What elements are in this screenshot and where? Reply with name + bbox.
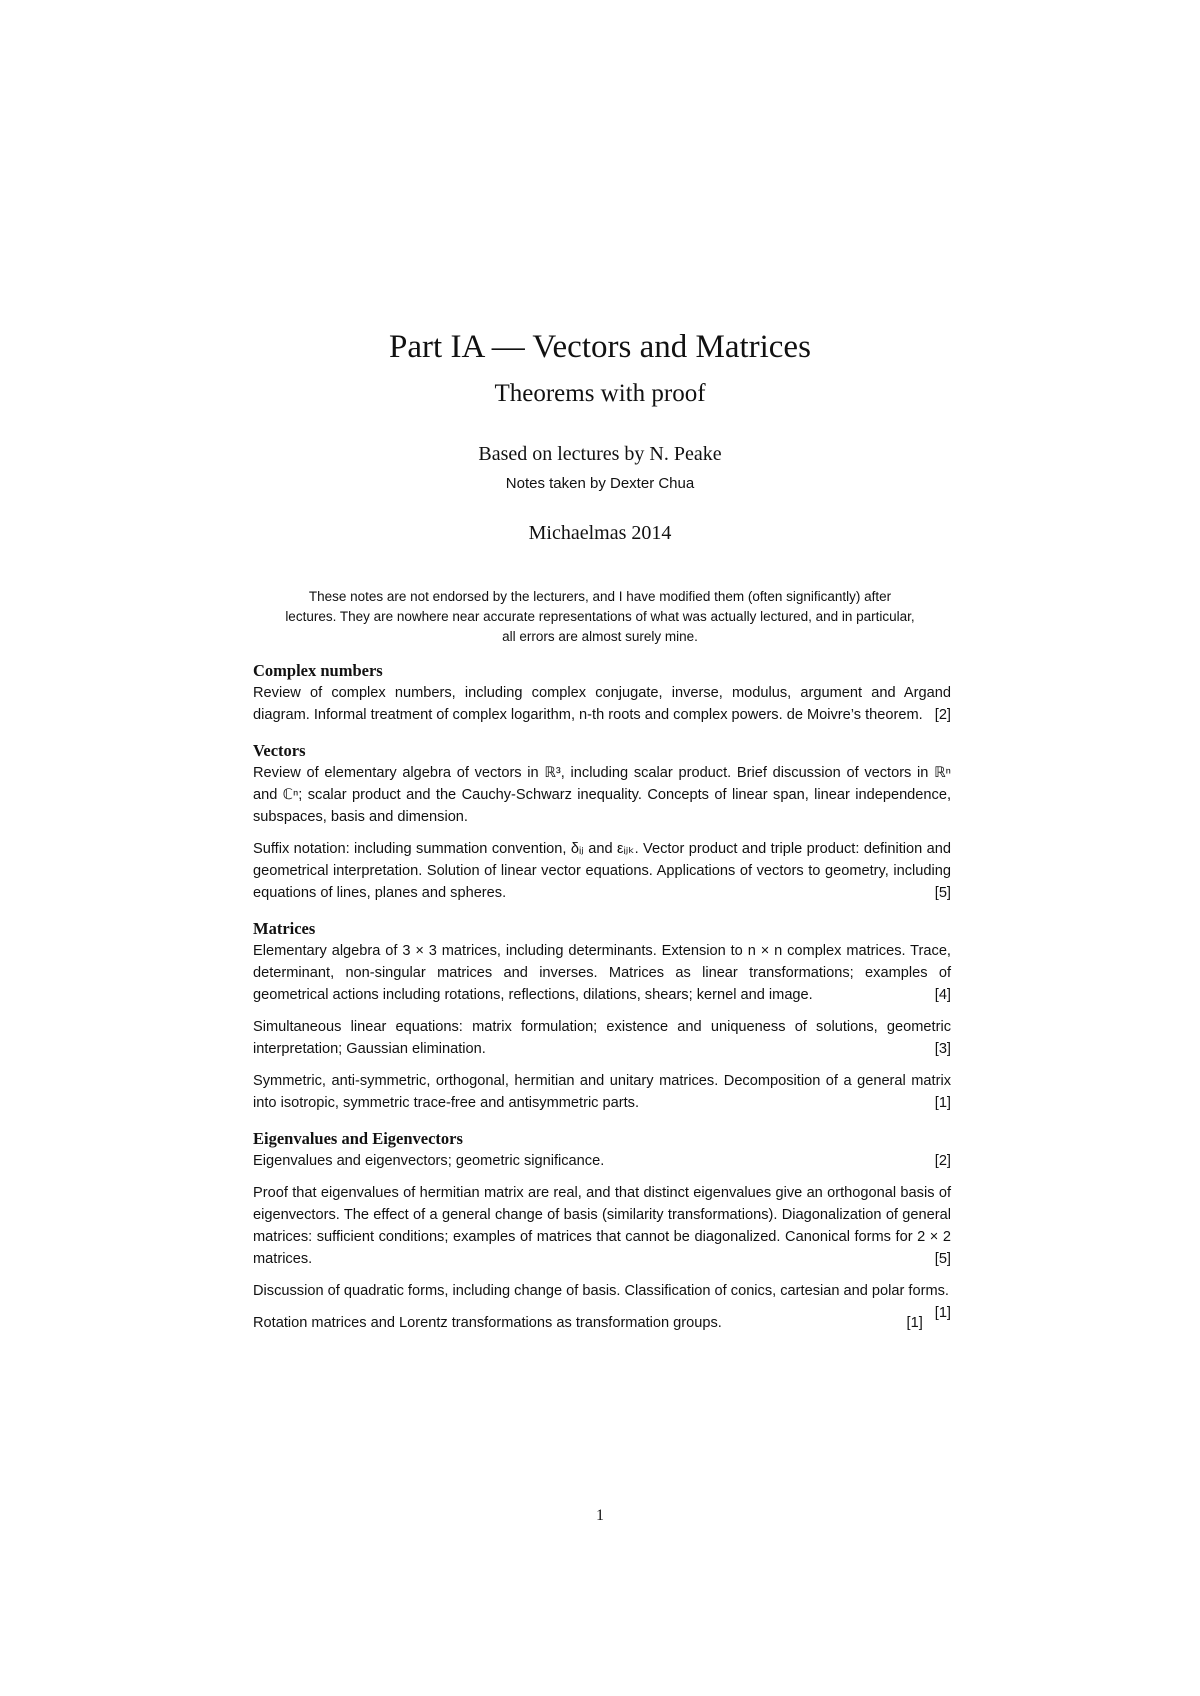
- disclaimer-text: These notes are not endorsed by the lecturers, and I have modified them (often significantly) after lectures. They are nowhere near accurate representations of what was actually lectured, and in particular, all errors are almost surely mine.: [285, 589, 915, 644]
- lecture-count: [2]: [934, 1153, 951, 1169]
- syllabus-paragraph: [253, 1150, 951, 1172]
- page-number: 1: [596, 1507, 604, 1524]
- paragraph-text: Elementary algebra of 3 × 3 matrices, including determinants. Extension to n × n complex matrices. Trace, determinant, non-singular matrices and inverses. Matrices as linear transformations; examples of geometrical actions including rotations, reflections, dilations, shears; kernel and image.: [253, 943, 951, 1003]
- section-heading: Eigenvalues and Eigenvectors: [253, 1129, 463, 1148]
- document-title: Part IA — Vectors and Matrices: [389, 329, 811, 365]
- syllabus: [253, 660, 951, 1348]
- document-subtitle: Theorems with proof: [494, 380, 706, 407]
- paragraph-text: Discussion of quadratic forms, including change of basis. Classification of conics, cartesian and polar forms.: [253, 1283, 949, 1299]
- syllabus-paragraph: [253, 1280, 951, 1321]
- section-eigenvalues: [253, 1128, 951, 1334]
- lecture-count: [1]: [934, 1095, 951, 1111]
- paragraph-text: Eigenvalues and eigenvectors; geometric significance.: [253, 1153, 605, 1169]
- section-matrices: [253, 918, 951, 1114]
- lecture-count: [1]: [906, 1315, 923, 1331]
- paragraph-text: Rotation matrices and Lorentz transformations as transformation groups.: [253, 1315, 722, 1331]
- notes-author: Notes taken by Dexter Chua: [505, 475, 695, 492]
- lecture-count: [3]: [934, 1041, 951, 1057]
- lecture-count: [4]: [934, 987, 951, 1003]
- syllabus-paragraph: [253, 1070, 951, 1114]
- syllabus-paragraph: [253, 1016, 951, 1060]
- syllabus-paragraph: [253, 682, 951, 726]
- term-date: Michaelmas 2014: [528, 522, 672, 544]
- syllabus-paragraph: [253, 1312, 951, 1334]
- lecture-count: [5]: [934, 1251, 951, 1267]
- section-vectors: [253, 740, 951, 904]
- section-heading: Vectors: [253, 741, 306, 760]
- section-complex-numbers: [253, 660, 951, 726]
- lecture-count: [2]: [934, 707, 951, 723]
- paragraph-text: Suffix notation: including summation convention, δᵢⱼ and εᵢⱼₖ. Vector product and triple product: definition and geometrical interpretation. Solution of linear vector equations. Applications of vectors to geometry, including equations of lines, planes and spheres.: [253, 841, 951, 901]
- lecture-count: [1]: [934, 1305, 951, 1321]
- syllabus-paragraph: [253, 762, 951, 828]
- paragraph-text: Symmetric, anti-symmetric, orthogonal, hermitian and unitary matrices. Decomposition of a general matrix into isotropic, symmetric trace-free and antisymmetric parts.: [253, 1073, 951, 1111]
- syllabus-paragraph: [253, 1182, 951, 1270]
- paragraph-text: Review of elementary algebra of vectors in ℝ³, including scalar product. Brief discussion of vectors in ℝⁿ and ℂⁿ; scalar product and the Cauchy-Schwarz inequality. Concepts of linear span, linear independence, subspaces, basis and dimension.: [253, 765, 952, 825]
- section-heading: Matrices: [253, 919, 316, 938]
- lecture-count: [5]: [934, 885, 951, 901]
- section-heading: Complex numbers: [253, 661, 383, 680]
- paragraph-text: Proof that eigenvalues of hermitian matrix are real, and that distinct eigenvalues give an orthogonal basis of eigenvectors. The effect of a general change of basis (similarity transformations). Diagonalization of general matrices: sufficient conditions; examples of matrices that cannot be diagonalized. Canonical forms for 2 × 2 matrices.: [253, 1185, 951, 1267]
- paragraph-text: Review of complex numbers, including complex conjugate, inverse, modulus, argument and Argand diagram. Informal treatment of complex logarithm, n-th roots and complex powers. de Moivre’s theorem.: [253, 685, 951, 723]
- syllabus-paragraph: [253, 940, 951, 1006]
- lecturer-credit: Based on lectures by N. Peake: [478, 443, 722, 465]
- paragraph-text: Simultaneous linear equations: matrix formulation; existence and uniqueness of solutions, geometric interpretation; Gaussian elimination.: [253, 1019, 951, 1057]
- syllabus-paragraph: [253, 838, 951, 904]
